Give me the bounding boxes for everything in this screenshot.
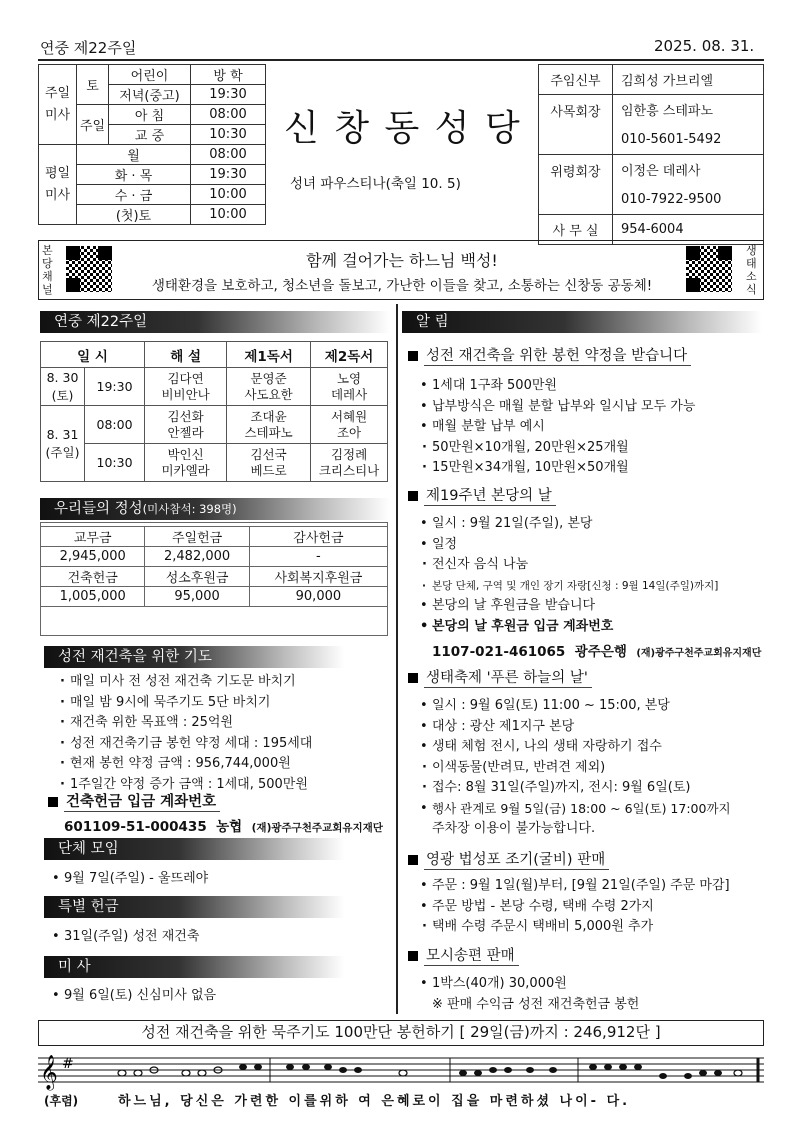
schedule-heading: 연중 제22주일 — [40, 311, 390, 333]
staff-table: 주임신부 김희성 가브리엘 사목회장 임한흥 스테파노 010-5601-5492 위령회장 이정은 데레사 010-7922-9500 사 무 실 954-6004 — [538, 64, 764, 245]
special-offering-list: • 31일(주일) 성전 재건축 — [52, 927, 382, 948]
notice-fish-sale-title: 영광 법성포 조기(굴비) 판매 — [408, 850, 609, 870]
mass-note-heading: 미 사 — [44, 956, 344, 978]
groups-heading: 단체 모임 — [44, 838, 344, 860]
channel-qr-code-icon[interactable] — [66, 246, 112, 292]
prayer-heading: 성전 재건축을 위한 기도 — [44, 646, 344, 668]
notice-eco-festival-title: 생태축제 '푸른 하늘의 날' — [408, 668, 592, 688]
special-offering-heading: 특별 헌금 — [44, 896, 344, 918]
notice-fish-sale-list: • 주문 : 9월 1일(월)부터, [9월 21일(주일) 주문 마감] • 주문 방법 - 본당 수령, 택배 수령 2가지 · 택배 수령 주문시 택배비 5,000원 추가 — [420, 876, 764, 938]
notice-pledge-title: 성전 재건축을 위한 봉헌 약정을 받습니다 — [408, 346, 691, 366]
groups-list: • 9월 7일(주일) - 울뜨레야 — [52, 869, 382, 890]
eco-qr-code-icon[interactable] — [686, 246, 732, 292]
mass-note-list: • 9월 6일(토) 신심미사 없음 — [52, 986, 382, 1007]
notice-songpyeon-list: • 1박스(40개) 30,000원 ※ 판매 수익금 성전 재건축헌금 봉헌 — [420, 974, 764, 1015]
refrain-label: (후렴) — [44, 1094, 79, 1108]
notice-pledge-list: • 1세대 1구좌 500만원 • 납부방식은 매월 분할 납부와 일시납 모두 가능 • 매월 분할 납부 예시 · 50만원×10개월, 20만원×25개월 · 15만원×34개월, 10만원×50개월 — [420, 376, 760, 479]
notice-heading: 알 림 — [402, 311, 762, 333]
saturday-label: 토 — [77, 65, 109, 105]
svg-text:#: # — [62, 1056, 74, 1072]
offering-table: 교무금 주일헌금 감사헌금 2,945,000 2,482,000 - 건축헌금 성소후원금 사회복지후원금 1,005,000 95,000 90,000 — [40, 526, 388, 607]
notice-parish-day-title: 제19주년 본당의 날 — [408, 486, 556, 506]
building-account: 601109-51-000435 농협 (재)광주구천주교회유지재단 — [64, 819, 383, 835]
offering-heading: 우리들의 정성(미사참석: 398명) — [40, 498, 390, 520]
prayer-list: · 매일 미사 전 성전 재건축 기도문 바치기 · 매일 밤 9시에 묵주기도 5단 바치기 · 재건축 위한 목표액 : 25억원 · 성전 재건축기금 봉헌 약정 세대 : 195세대 · 현재 봉헌 약정 금액 : 956,744,000원 · 1주일간 약정 증가 금액 : 1세대, 500만원 — [58, 672, 388, 795]
channel-label: 본당채널 — [42, 244, 53, 296]
notice-songpyeon-title: 모시송편 판매 — [408, 946, 519, 966]
rosary-campaign: 성전 재건축을 위한 묵주기도 100만단 봉헌하기 [ 29일(금)까지 : 246,912단 ] — [38, 1020, 764, 1046]
refrain-lyrics: 하느님, 당신은 가련한 이를위하 여 은혜로이 집을 마련하셨 나이- 다. — [118, 1094, 631, 1109]
sunday-label: 주일 — [77, 105, 109, 145]
mass-times-table: 주일 미사 토 어린이 방 학 저녁(중고) 19:30 주일 아 침 08:00 교 중 10:30 평일 미사 월 08:00 화 · 목 19:30 수 · 금 10:00 (첫)토 10:00 — [38, 64, 266, 225]
building-account-title: 건축헌금 입금 계좌번호 — [48, 792, 220, 812]
sunday-mass-label: 주일 — [44, 85, 71, 101]
music-staff — [38, 1050, 764, 1122]
banner-title: 함께 걸어가는 하느님 백성! — [306, 251, 498, 270]
liturgy-schedule-table: 일 시 해 설 제1독서 제2독서 8. 30 (토) 19:30 김다연 비비안나 문영준 사도요한 노영 데레사 8. 31 (주일) 08:00 김선화 안젤라 조대윤 스테파노 서혜원 조아 10:30 박인신 미카엘라 김선국 베드로 김정례 크리스티나 — [40, 341, 388, 482]
notice-parish-day-list: • 일시 : 9월 21일(주일), 본당 • 일정 · 전신자 음식 나눔 · 본당 단체, 구역 및 개인 장기 자랑[신청 : 9월 14일(주일)까지] • 본당의 날 후원금을 받습니다 • 본당의 날 후원금 입금 계좌번호 — [420, 514, 760, 637]
patron-saint: 성녀 파우스티나(축일 10. 5) — [290, 176, 461, 192]
parish-name: 신 창 동 성 당 — [284, 108, 522, 149]
week-label: 연중 제22주일 — [40, 39, 137, 57]
treble-clef-icon: 𝄞 — [40, 1055, 58, 1090]
weekday-mass-label: 평일 — [44, 165, 71, 181]
eco-news-label: 생태소식 — [746, 244, 757, 296]
parish-day-account: 1107-021-461065 광주은행 (재)광주구천주교회유지재단 — [432, 644, 762, 660]
notice-eco-festival-list: • 일시 : 9월 6일(토) 11:00 ~ 15:00, 본당 • 대상 : 광산 제1지구 본당 • 생태 체험 전시, 나의 생태 자랑하기 접수 · 이색동물(반려묘, 반려견 제외) · 접수: 8월 31일(주일)까지, 전시: 9월 6일(토) • 행사 관계로 9월 5일(금) 18:00 ~ 6일(토) 17:00까지 주차장 이용이 불가능합니다. — [420, 696, 764, 840]
date-label: 2025. 08. 31. — [654, 37, 755, 55]
banner-subtitle: 생태환경을 보호하고, 청소년을 돌보고, 가난한 이들을 찾고, 소통하는 신창동 공동체! — [151, 278, 653, 294]
